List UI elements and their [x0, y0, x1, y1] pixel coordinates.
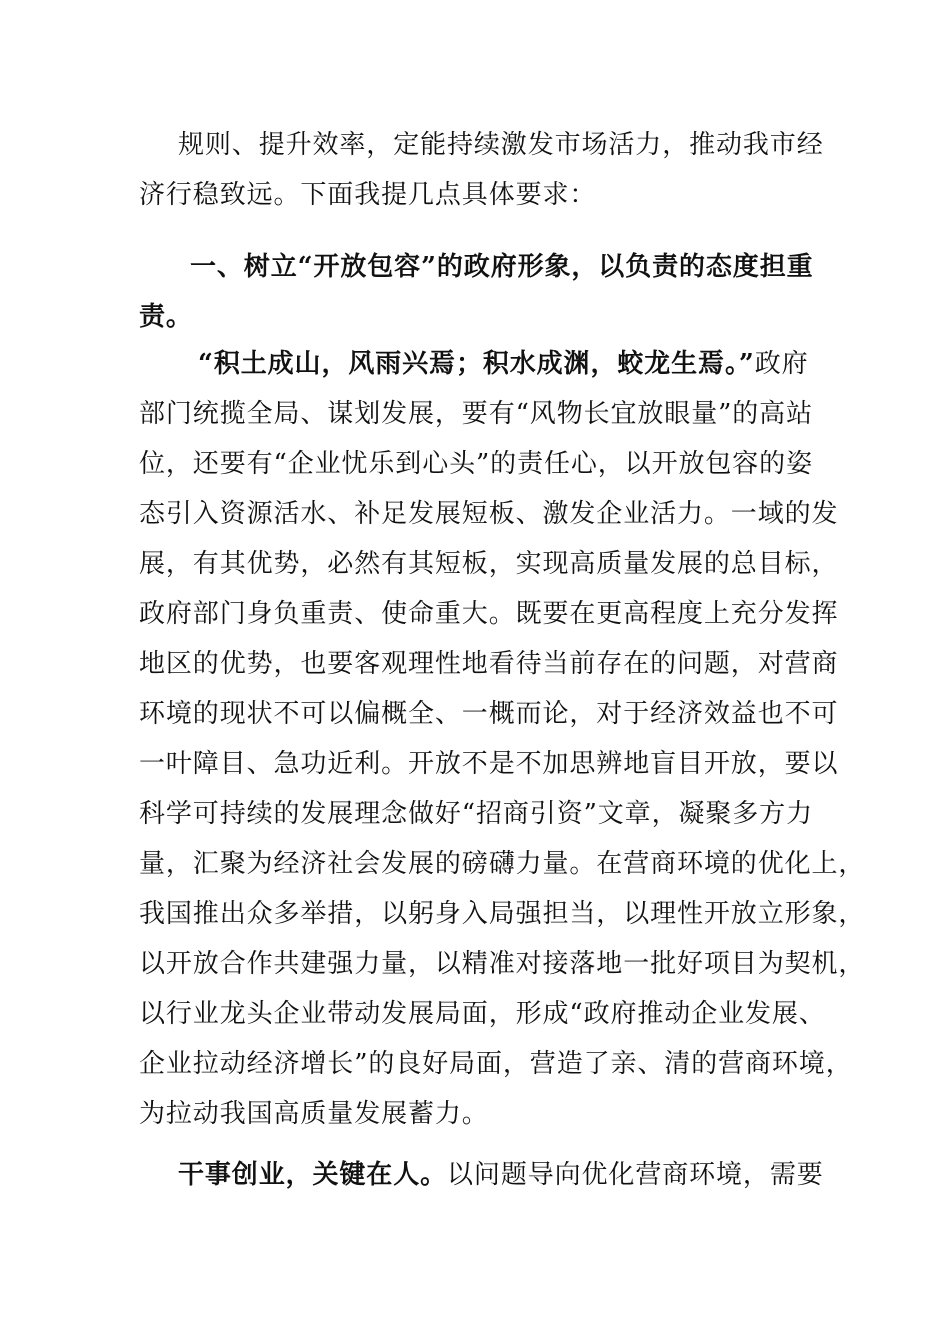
- paragraph-start: [178, 1158, 824, 1192]
- text-line: 企业拉动经济增长”的良好局面，营造了亲、清的营商环境，: [139, 1049, 853, 1079]
- text-line: 政府部门身负重责、使命重大。既要在更高程度上充分发挥: [139, 599, 839, 629]
- text-line: 科学可持续的发展理念做好“招商引资”文章，凝聚多方力: [139, 799, 813, 829]
- text-run: 以问题导向优化营商环境，需要: [447, 1160, 824, 1190]
- text-line: 以开放合作共建强力量，以精准对接落地一批好项目为契机，: [139, 949, 866, 979]
- section-heading: 一、树立“开放包容”的政府形象，以负责的态度担重: [190, 252, 814, 282]
- text-line: 态引入资源活水、补足发展短板、激发企业活力。一域的发: [139, 499, 839, 529]
- text-line: 地区的优势，也要客观理性地看待当前存在的问题，对营商: [139, 649, 839, 679]
- text-line: 部门统揽全局、谋划发展，要有“风物长宜放眼量”的高站: [139, 399, 813, 429]
- text-line: 以行业龙头企业带动发展局面，形成“政府推动企业发展、: [139, 999, 826, 1029]
- text-line: 一叶障目、急功近利。开放不是不加思辨地盲目开放，要以: [139, 749, 839, 779]
- section-heading-continued: 责。: [139, 302, 193, 332]
- bold-lead: 干事创业，关键在人。: [178, 1160, 448, 1190]
- text-line: 位，还要有“企业忧乐到心头”的责任心，以开放包容的姿: [139, 449, 813, 479]
- text-line: 环境的现状不可以偏概全、一概而论，对于经济效益也不可: [139, 699, 839, 729]
- text-line: 量，汇聚为经济社会发展的磅礴力量。在营商环境的优化上，: [139, 849, 866, 879]
- quote-line: [198, 347, 809, 381]
- text-line: 济行稳致远。下面我提几点具体要求：: [139, 180, 597, 210]
- text-line: 为拉动我国高质量发展蓄力。: [139, 1099, 489, 1129]
- text-line: 我国推出众多举措，以躬身入局强担当，以理性开放立形象，: [139, 899, 866, 929]
- text-line: 规则、提升效率，定能持续激发市场活力，推动我市经: [178, 130, 824, 160]
- text-run: 政府: [754, 349, 809, 379]
- text-line: 展，有其优势，必然有其短板，实现高质量发展的总目标，: [139, 549, 839, 579]
- bold-quote: “积土成山，风雨兴焉；积水成渊，蛟龙生焉。”: [198, 349, 755, 379]
